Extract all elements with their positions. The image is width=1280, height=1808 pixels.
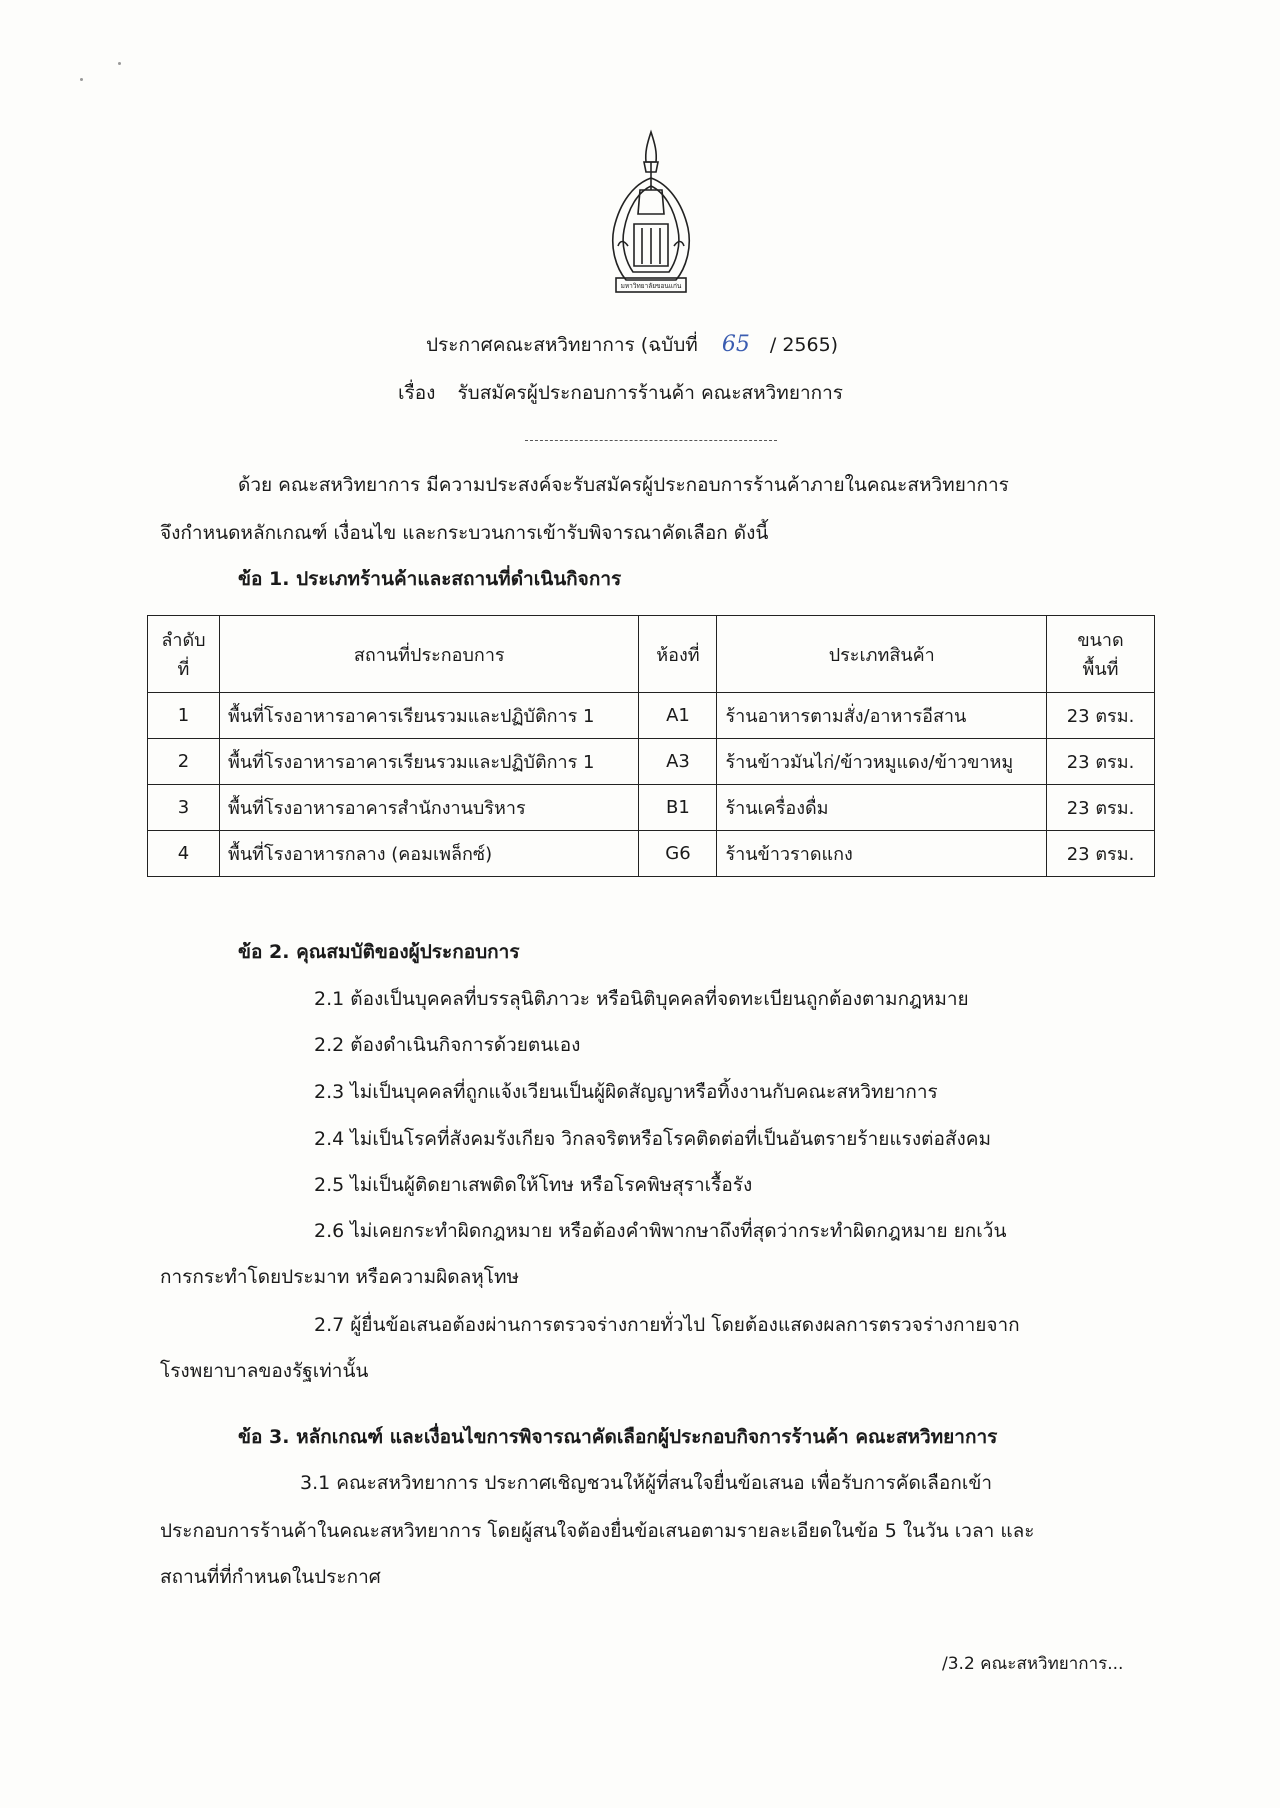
cell-location: พื้นที่โรงอาหารอาคารสำนักงานบริหาร [219,785,639,831]
title-prefix: ประกาศคณะสหวิทยาการ (ฉบับที่ [426,334,698,356]
handwritten-issue-number: 65 [721,332,750,357]
cell-location: พื้นที่โรงอาหารอาคารเรียนรวมและปฏิบัติการ 1 [219,693,639,739]
section-2-heading: ข้อ 2. คุณสมบัติของผู้ประกอบการ [238,941,520,963]
cell-room: G6 [639,831,717,877]
cell-no: 4 [148,831,220,877]
section-2-item-4: 2.4 ไม่เป็นโรคที่สังคมรังเกียจ วิกลจริตหรือโรคติดต่อที่เป็นอันตรายร้ายแรงต่อสังคม [314,1128,992,1150]
cell-room: A1 [639,693,717,739]
section-2-item-7-line-2: โรงพยาบาลของรัฐเท่านั้น [160,1360,369,1382]
emblem-caption: มหาวิทยาลัยขอนแก่น [620,282,682,290]
col-header-size [1047,616,1155,693]
subject-label: เรื่อง [398,382,436,404]
section-3-para-line-1: 3.1 คณะสหวิทยาการ ประกาศเชิญชวนให้ผู้ที่สนใจยื่นข้อเสนอ เพื่อรับการคัดเลือกเข้า [300,1472,992,1494]
cell-room: A3 [639,739,717,785]
table-row [148,831,1155,877]
table-header-row [148,616,1155,693]
cell-type: ร้านข้าวมันไก่/ข้าวหมูแดง/ข้าวขาหมู [717,739,1047,785]
cell-size: 23 ตรม. [1047,785,1155,831]
intro-line-1: ด้วย คณะสหวิทยาการ มีความประสงค์จะรับสมัครผู้ประกอบการร้านค้าภายในคณะสหวิทยาการ [238,474,1009,496]
continuation-note: /3.2 คณะสหวิทยาการ... [942,1654,1124,1674]
announcement-title [426,330,838,360]
title-suffix: / 2565) [769,334,839,356]
cell-type: ร้านเครื่องดื่ม [717,785,1047,831]
col-header-location: สถานที่ประกอบการ [219,616,639,693]
section-3-para-line-2: ประกอบการร้านค้าในคณะสหวิทยาการ โดยผู้สนใจต้องยื่นข้อเสนอตามรายละเอียดในข้อ 5 ในวัน เวลา และ [160,1520,1035,1542]
cell-size: 23 ตรม. [1047,739,1155,785]
cell-size: 23 ตรม. [1047,693,1155,739]
section-2-item-3: 2.3 ไม่เป็นบุคคลที่ถูกแจ้งเวียนเป็นผู้ผิดสัญญาหรือทิ้งงานกับคณะสหวิทยาการ [314,1081,938,1103]
cell-no: 2 [148,739,220,785]
col-header-room: ห้องที่ [639,616,717,693]
col-header-size-line1: ขนาด [1077,630,1124,651]
shop-table [147,615,1155,877]
col-header-no-line2: ที่ [177,659,190,680]
section-1-heading: ข้อ 1. ประเภทร้านค้าและสถานที่ดำเนินกิจการ [238,568,622,590]
table-row [148,739,1155,785]
col-header-no-line1: ลำดับ [161,630,206,651]
section-2-item-5: 2.5 ไม่เป็นผู้ติดยาเสพติดให้โทษ หรือโรคพิษสุราเรื้อรัง [314,1174,753,1196]
cell-location: พื้นที่โรงอาหารอาคารเรียนรวมและปฏิบัติการ 1 [219,739,639,785]
university-emblem-icon [606,128,696,303]
intro-line-2: จึงกำหนดหลักเกณฑ์ เงื่อนไข และกระบวนการเข้ารับพิจารณาคัดเลือก ดังนี้ [160,522,769,544]
table-row [148,693,1155,739]
cell-no: 1 [148,693,220,739]
col-header-no [148,616,220,693]
subject-text: รับสมัครผู้ประกอบการร้านค้า คณะสหวิทยาการ [457,382,844,404]
section-2-item-1: 2.1 ต้องเป็นบุคคลที่บรรลุนิติภาวะ หรือนิติบุคคลที่จดทะเบียนถูกต้องตามกฎหมาย [314,988,969,1010]
section-3-heading: ข้อ 3. หลักเกณฑ์ และเงื่อนไขการพิจารณาคัดเลือกผู้ประกอบกิจการร้านค้า คณะสหวิทยาการ [238,1426,998,1448]
cell-type: ร้านข้าวราดแกง [717,831,1047,877]
section-2-item-6-line-2: การกระทำโดยประมาท หรือความผิดลหุโทษ [160,1266,519,1288]
section-3-para-line-3: สถานที่ที่กำหนดในประกาศ [160,1566,381,1588]
title-divider [525,440,777,441]
section-2-item-6-line-1: 2.6 ไม่เคยกระทำผิดกฎหมาย หรือต้องคำพิพากษาถึงที่สุดว่ากระทำผิดกฎหมาย ยกเว้น [314,1220,1007,1242]
cell-no: 3 [148,785,220,831]
col-header-size-line2: พื้นที่ [1082,659,1119,680]
scan-speck [80,78,83,81]
announcement-subject [398,378,843,408]
cell-room: B1 [639,785,717,831]
cell-location: พื้นที่โรงอาหารกลาง (คอมเพล็กซ์) [219,831,639,877]
cell-size: 23 ตรม. [1047,831,1155,877]
scan-speck [118,62,121,65]
table-row [148,785,1155,831]
col-header-type: ประเภทสินค้า [717,616,1047,693]
section-2-item-7-line-1: 2.7 ผู้ยื่นข้อเสนอต้องผ่านการตรวจร่างกายทั่วไป โดยต้องแสดงผลการตรวจร่างกายจาก [314,1314,1020,1336]
section-2-item-2: 2.2 ต้องดำเนินกิจการด้วยตนเอง [314,1034,581,1056]
cell-type: ร้านอาหารตามสั่ง/อาหารอีสาน [717,693,1047,739]
